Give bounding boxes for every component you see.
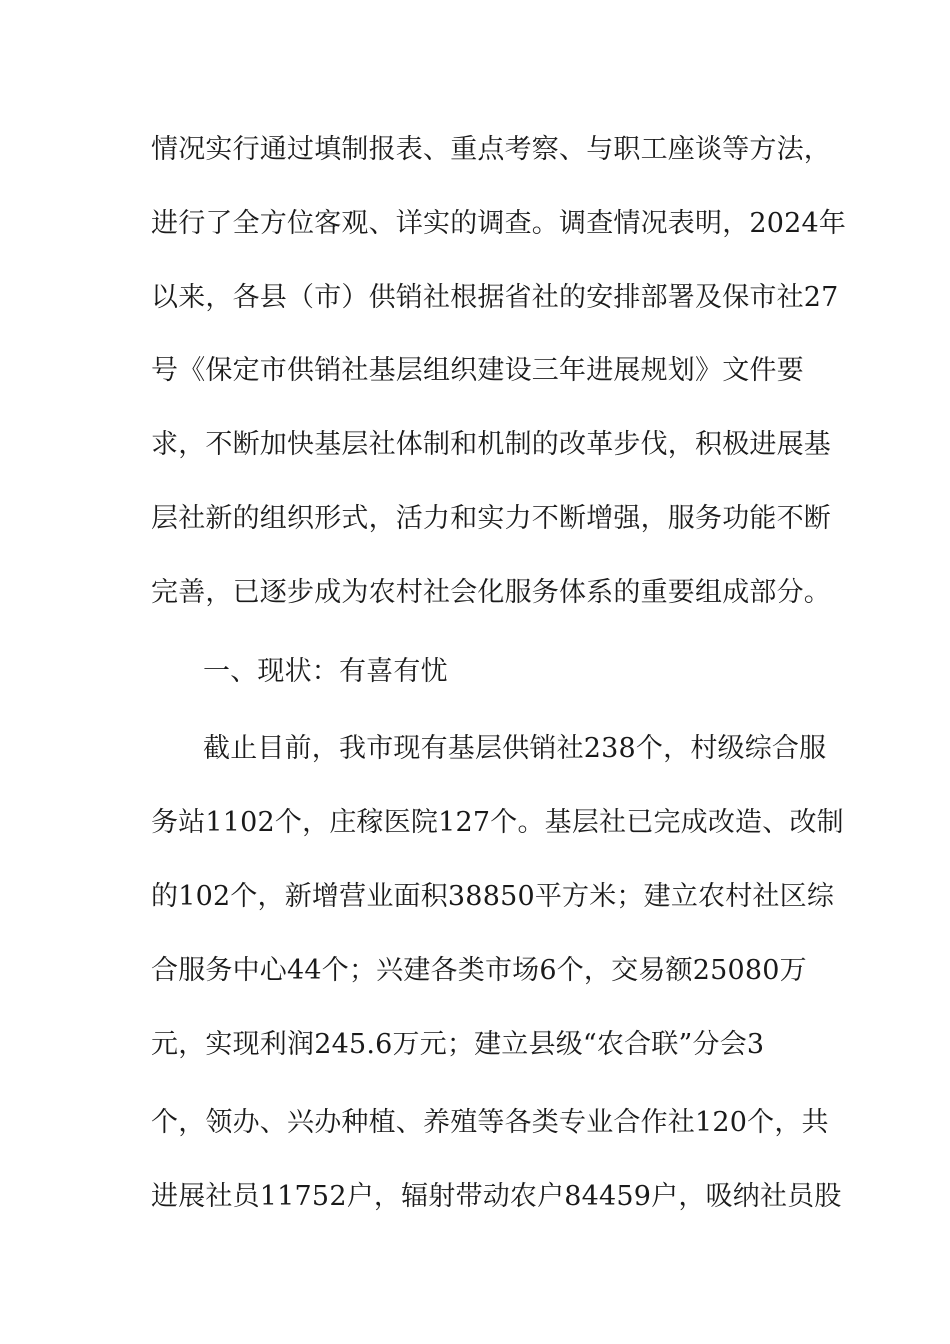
- paragraph-line: 以来，各县（市）供销社根据省社的安排部署及保市社27: [151, 282, 839, 313]
- paragraph-line: 元，实现利润245.6万元；建立县级“农合联”分会3: [151, 1029, 765, 1060]
- paragraph-line: 求，不断加快基层社体制和机制的改革步伐，积极进展基: [151, 429, 831, 460]
- paragraph-line: 完善，已逐步成为农村社会化服务体系的重要组成部分。: [151, 577, 831, 608]
- paragraph-line: 情况实行通过填制报表、重点考察、与职工座谈等方法，: [151, 134, 831, 165]
- paragraph-line: 进行了全方位客观、详实的调查。调查情况表明，2024年: [151, 208, 847, 239]
- paragraph-line: 号《保定市供销社基层组织建设三年进展规划》文件要: [151, 355, 804, 386]
- section-heading: 一、现状：有喜有忧: [203, 656, 448, 687]
- paragraph-line: 合服务中心44个；兴建各类市场6个，交易额25080万: [151, 955, 807, 986]
- paragraph-line: 个，领办、兴办种植、养殖等各类专业合作社120个，共: [151, 1107, 829, 1138]
- paragraph-line: 截止目前，我市现有基层供销社238个，村级综合服: [203, 733, 827, 764]
- paragraph-line: 层社新的组织形式，活力和实力不断增强，服务功能不断: [151, 503, 831, 534]
- paragraph-line: 的102个，新增营业面积38850平方米；建立农村社区综: [151, 881, 835, 912]
- paragraph-line: 务站1102个，庄稼医院127个。基层社已完成改造、改制: [151, 807, 844, 838]
- paragraph-line: 进展社员11752户，辐射带动农户84459户，吸纳社员股: [151, 1181, 842, 1212]
